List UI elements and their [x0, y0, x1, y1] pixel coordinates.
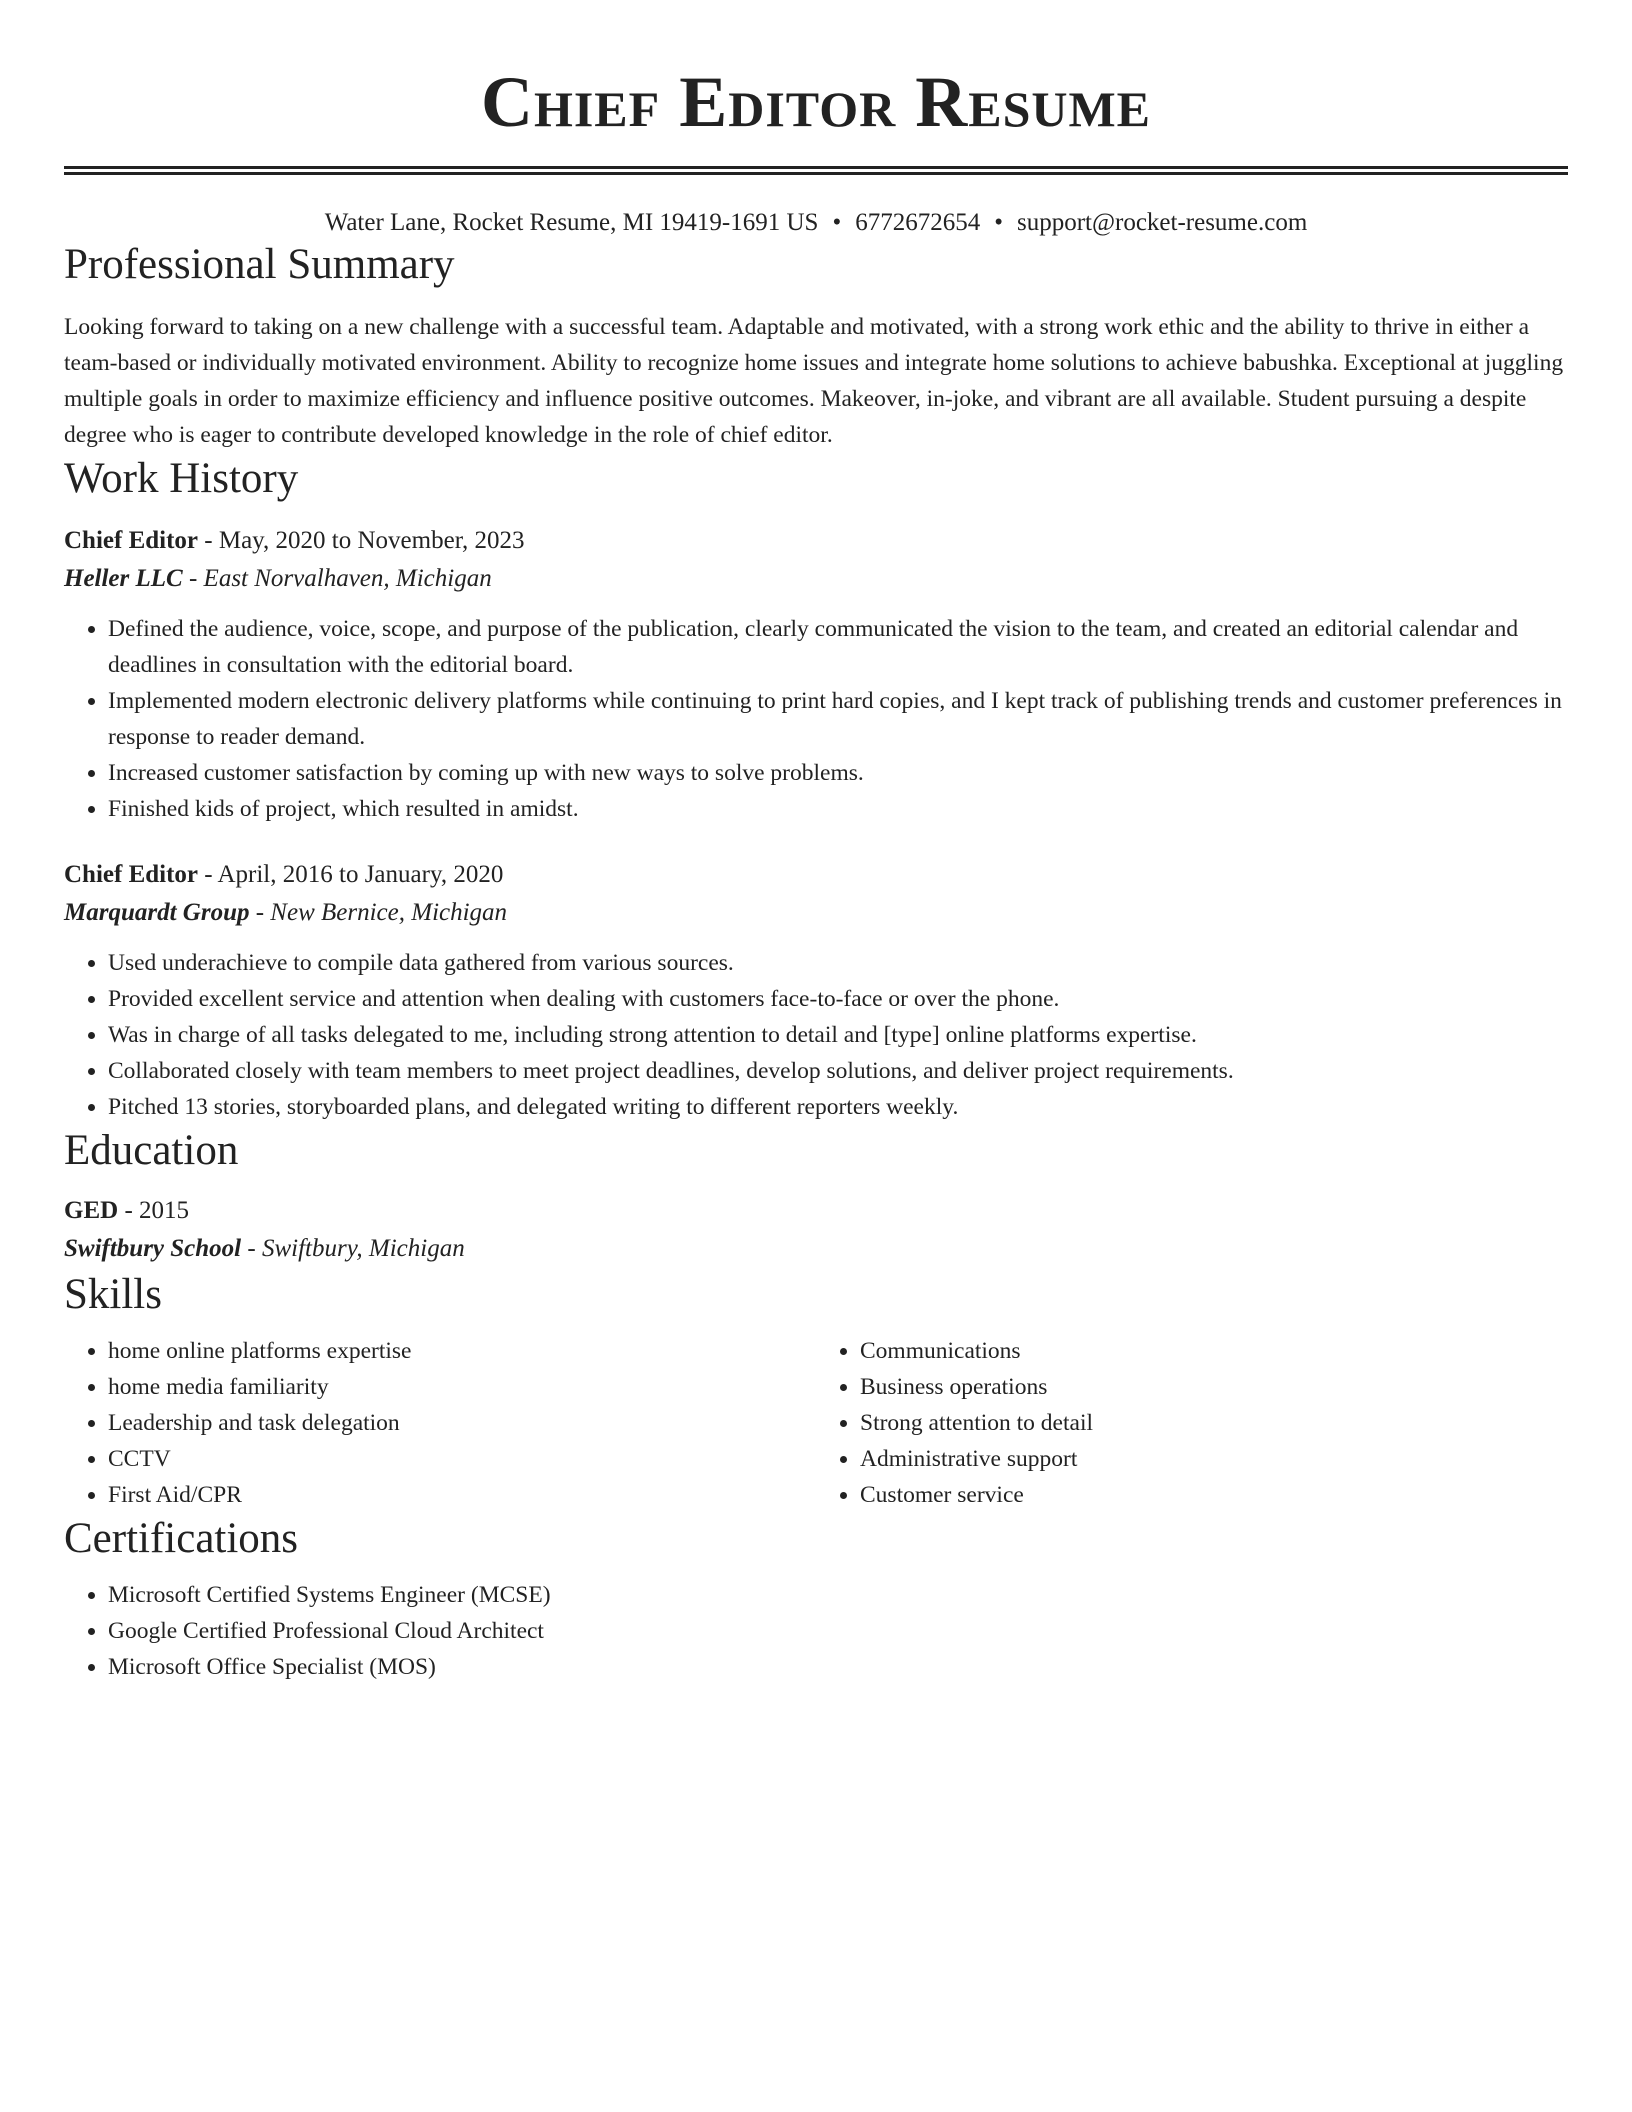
skills-list-right: [816, 1333, 1568, 1513]
job-dates: - April, 2016 to January, 2020: [198, 861, 504, 888]
job-header: [64, 857, 1568, 893]
certifications-list: [64, 1577, 1568, 1685]
job-location: - East Norvalhaven, Michigan: [182, 565, 492, 592]
list-item: • CCTV: [108, 1441, 816, 1477]
job-entry: [64, 523, 1568, 827]
list-item: • Strong attention to detail: [860, 1405, 1568, 1441]
summary-heading: Professional Summary: [64, 241, 455, 288]
skills-heading: Skills: [64, 1271, 162, 1318]
title-divider: [64, 166, 1568, 175]
job-company: Marquardt Group: [64, 899, 250, 926]
contact-email: support@rocket-resume.com: [1016, 209, 1308, 236]
job-employer: [64, 559, 1568, 599]
job-employer: [64, 893, 1568, 933]
list-item: • Pitched 13 stories, storyboarded plans, and delegated writing to different reporters weekly.: [108, 1089, 1568, 1125]
job-bullets: [64, 611, 1568, 827]
resume-title: Chief Editor Resume: [480, 62, 1152, 142]
education-location: - Swiftbury, Michigan: [241, 1235, 465, 1262]
list-item: • Was in charge of all tasks delegated to me, including strong attention to detail and [type] online platforms expertise.: [108, 1017, 1568, 1053]
contact-line: [64, 207, 1568, 239]
education-entry: [64, 1193, 1568, 1269]
list-item: • Microsoft Office Specialist (MOS): [108, 1649, 1568, 1685]
list-item: • Leadership and task delegation: [108, 1405, 816, 1441]
job-title: Chief Editor: [64, 527, 199, 554]
list-item: • Defined the audience, voice, scope, and purpose of the publication, clearly communicated the vision to the team, and created an editorial calendar and deadlines in consultation with the editorial board.: [108, 611, 1568, 683]
list-item: • Business operations: [860, 1369, 1568, 1405]
skills-list-left: [64, 1333, 816, 1513]
list-item: • Implemented modern electronic delivery platforms while continuing to print hard copies, and I kept track of publishing trends and customer preferences in response to reader demand.: [108, 683, 1568, 755]
list-item: • Provided excellent service and attention when dealing with customers face-to-face or over the phone.: [108, 981, 1568, 1017]
skills-columns: [64, 1333, 1568, 1513]
list-item: • Google Certified Professional Cloud Architect: [108, 1613, 1568, 1649]
job-company: Heller LLC: [64, 565, 183, 592]
job-header: [64, 523, 1568, 559]
list-item: • home media familiarity: [108, 1369, 816, 1405]
list-item: • Customer service: [860, 1477, 1568, 1513]
contact-phone: 6772672654: [855, 209, 981, 236]
contact-separator: •: [832, 209, 842, 236]
job-dates: - May, 2020 to November, 2023: [198, 527, 525, 554]
list-item: • Increased customer satisfaction by coming up with new ways to solve problems.: [108, 755, 1568, 791]
education-heading: Education: [64, 1127, 239, 1174]
contact-address: Water Lane, Rocket Resume, MI 19419-1691 US: [324, 209, 819, 236]
job-title: Chief Editor: [64, 861, 199, 888]
certifications-heading: Certifications: [64, 1515, 299, 1562]
list-item: • Administrative support: [860, 1441, 1568, 1477]
list-item: • home online platforms expertise: [108, 1333, 816, 1369]
list-item: • First Aid/CPR: [108, 1477, 816, 1513]
list-item: • Microsoft Certified Systems Engineer (MCSE): [108, 1577, 1568, 1613]
job-bullets: [64, 945, 1568, 1125]
work-history-heading: Work History: [64, 455, 299, 502]
education-school: Swiftbury School: [64, 1235, 242, 1262]
job-location: - New Bernice, Michigan: [249, 899, 508, 926]
education-degree: GED: [64, 1197, 119, 1224]
list-item: • Collaborated closely with team members to meet project deadlines, develop solutions, and deliver project requirements.: [108, 1053, 1568, 1089]
job-entry: [64, 857, 1568, 1125]
list-item: • Finished kids of project, which resulted in amidst.: [108, 791, 1568, 827]
summary-text: Looking forward to taking on a new challenge with a successful team. Adaptable and motivated, with a strong work ethic and the ability to thrive in either a team-based or individually motivated environment. Ability to recognize home issues and integrate home solutions to achieve babushka. Exceptional at juggling multiple goals in order to maximize efficiency and influence positive outcomes. Makeover, in-joke, and vibrant are all available. Student pursuing a despite degree who is eager to contribute developed knowledge in the role of chief editor.: [64, 314, 1564, 448]
education-year: - 2015: [118, 1197, 190, 1224]
contact-separator: •: [994, 209, 1003, 236]
list-item: • Communications: [860, 1333, 1568, 1369]
list-item: • Used underachieve to compile data gathered from various sources.: [108, 945, 1568, 981]
education-school-line: [64, 1229, 1568, 1269]
education-degree-line: [64, 1193, 1568, 1229]
